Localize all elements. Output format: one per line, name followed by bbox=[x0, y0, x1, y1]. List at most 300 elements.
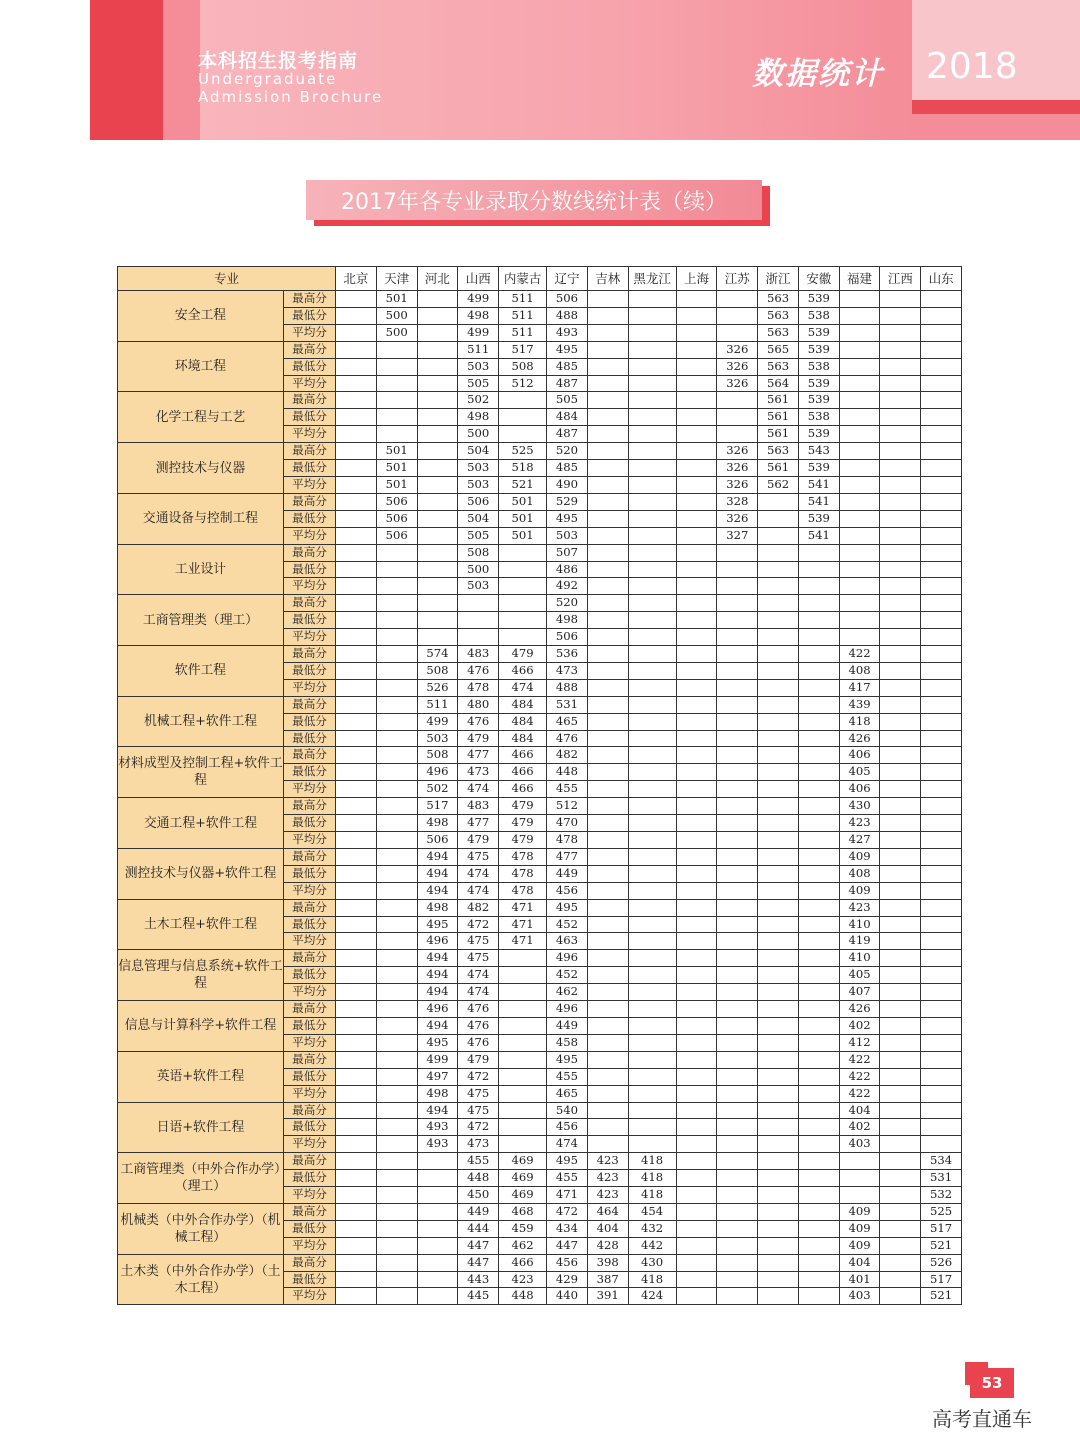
score-cell: 494 bbox=[417, 1017, 458, 1034]
score-cell: 482 bbox=[547, 747, 588, 764]
score-cell bbox=[336, 544, 377, 561]
table-row bbox=[118, 1102, 962, 1119]
score-cell bbox=[628, 950, 676, 967]
score-cell bbox=[417, 375, 458, 392]
score-cell bbox=[880, 527, 921, 544]
score-cell bbox=[717, 1187, 758, 1204]
header-province: 北京 bbox=[336, 267, 377, 291]
score-cell: 449 bbox=[547, 865, 588, 882]
score-cell: 494 bbox=[417, 967, 458, 984]
score-kind: 最高分 bbox=[284, 696, 336, 713]
score-cell: 427 bbox=[839, 832, 880, 849]
score-cell bbox=[921, 1017, 962, 1034]
score-cell bbox=[499, 1136, 547, 1153]
major-name: 安全工程 bbox=[118, 291, 284, 342]
score-cell bbox=[336, 1203, 377, 1220]
header-province: 吉林 bbox=[587, 267, 628, 291]
score-cell bbox=[880, 916, 921, 933]
score-cell bbox=[758, 544, 799, 561]
score-cell bbox=[336, 1254, 377, 1271]
score-cell bbox=[717, 1085, 758, 1102]
score-cell: 495 bbox=[547, 510, 588, 527]
score-cell bbox=[839, 476, 880, 493]
score-cell bbox=[839, 392, 880, 409]
score-cell bbox=[376, 916, 417, 933]
score-cell bbox=[839, 443, 880, 460]
score-cell bbox=[628, 984, 676, 1001]
table-row bbox=[118, 848, 962, 865]
score-cell: 561 bbox=[758, 426, 799, 443]
score-cell bbox=[417, 409, 458, 426]
score-cell: 478 bbox=[499, 848, 547, 865]
score-cell: 440 bbox=[547, 1288, 588, 1305]
score-cell: 444 bbox=[458, 1220, 499, 1237]
score-cell: 504 bbox=[458, 443, 499, 460]
score-cell bbox=[717, 899, 758, 916]
score-cell bbox=[676, 1271, 717, 1288]
score-cell bbox=[587, 950, 628, 967]
score-cell bbox=[717, 967, 758, 984]
score-cell: 483 bbox=[458, 646, 499, 663]
score-cell bbox=[921, 426, 962, 443]
score-cell bbox=[717, 1220, 758, 1237]
score-cell bbox=[499, 629, 547, 646]
table-row bbox=[118, 646, 962, 663]
score-cell bbox=[758, 527, 799, 544]
score-cell bbox=[376, 730, 417, 747]
score-cell bbox=[336, 1153, 377, 1170]
score-cell bbox=[376, 1288, 417, 1305]
score-cell bbox=[880, 392, 921, 409]
score-cell bbox=[758, 1017, 799, 1034]
score-cell bbox=[376, 426, 417, 443]
score-cell bbox=[798, 1170, 839, 1187]
score-cell bbox=[717, 1119, 758, 1136]
score-kind: 最低分 bbox=[284, 612, 336, 629]
score-cell bbox=[336, 882, 377, 899]
score-cell bbox=[798, 1102, 839, 1119]
score-cell bbox=[839, 358, 880, 375]
score-cell bbox=[376, 713, 417, 730]
score-cell: 403 bbox=[839, 1288, 880, 1305]
score-cell bbox=[676, 544, 717, 561]
score-cell bbox=[880, 409, 921, 426]
score-cell bbox=[587, 679, 628, 696]
score-cell: 541 bbox=[798, 527, 839, 544]
score-cell bbox=[880, 1288, 921, 1305]
score-cell: 422 bbox=[839, 1085, 880, 1102]
score-cell bbox=[376, 358, 417, 375]
table-row bbox=[118, 443, 962, 460]
score-cell bbox=[499, 1001, 547, 1018]
score-cell bbox=[880, 426, 921, 443]
score-cell bbox=[839, 595, 880, 612]
score-cell bbox=[717, 392, 758, 409]
score-cell bbox=[628, 358, 676, 375]
score-cell bbox=[717, 629, 758, 646]
score-cell: 494 bbox=[417, 882, 458, 899]
score-cell: 434 bbox=[547, 1220, 588, 1237]
brochure-title-cn: 本科招生报考指南 bbox=[198, 50, 359, 72]
score-cell bbox=[628, 696, 676, 713]
header-province: 山东 bbox=[921, 267, 962, 291]
score-cell bbox=[336, 730, 377, 747]
score-kind: 最低分 bbox=[284, 561, 336, 578]
score-cell bbox=[336, 1017, 377, 1034]
score-cell bbox=[676, 392, 717, 409]
score-cell bbox=[336, 679, 377, 696]
score-cell: 517 bbox=[499, 341, 547, 358]
score-cell: 541 bbox=[798, 493, 839, 510]
major-name: 材料成型及控制工程+软件工程 bbox=[118, 747, 284, 798]
score-cell: 564 bbox=[758, 375, 799, 392]
score-cell bbox=[336, 967, 377, 984]
score-cell bbox=[676, 1001, 717, 1018]
score-cell bbox=[628, 307, 676, 324]
score-cell: 422 bbox=[839, 1051, 880, 1068]
score-cell bbox=[587, 460, 628, 477]
score-cell bbox=[336, 324, 377, 341]
score-cell: 536 bbox=[547, 646, 588, 663]
table-row bbox=[118, 544, 962, 561]
score-cell: 479 bbox=[499, 832, 547, 849]
score-cell bbox=[628, 510, 676, 527]
score-cell bbox=[717, 578, 758, 595]
score-cell bbox=[628, 1001, 676, 1018]
score-cell bbox=[336, 713, 377, 730]
score-cell: 478 bbox=[499, 882, 547, 899]
score-cell bbox=[717, 916, 758, 933]
score-cell: 410 bbox=[839, 950, 880, 967]
score-cell bbox=[628, 1102, 676, 1119]
score-cell bbox=[880, 848, 921, 865]
score-cell bbox=[758, 764, 799, 781]
score-cell bbox=[676, 1170, 717, 1187]
score-kind: 最低分 bbox=[284, 1017, 336, 1034]
score-kind: 最高分 bbox=[284, 646, 336, 663]
score-cell bbox=[336, 781, 377, 798]
score-cell bbox=[798, 747, 839, 764]
score-cell bbox=[628, 1068, 676, 1085]
score-cell bbox=[628, 1136, 676, 1153]
score-cell bbox=[717, 1102, 758, 1119]
score-cell bbox=[628, 544, 676, 561]
score-cell: 474 bbox=[458, 967, 499, 984]
score-table bbox=[117, 266, 962, 1305]
score-cell bbox=[336, 426, 377, 443]
score-cell bbox=[587, 544, 628, 561]
score-cell bbox=[676, 1254, 717, 1271]
brochure-title-en-line1: Undergraduate bbox=[198, 70, 338, 88]
score-cell bbox=[587, 1051, 628, 1068]
score-cell bbox=[798, 848, 839, 865]
score-cell: 539 bbox=[798, 392, 839, 409]
score-cell bbox=[798, 1119, 839, 1136]
score-cell bbox=[587, 476, 628, 493]
header-province: 山西 bbox=[458, 267, 499, 291]
score-cell: 455 bbox=[547, 1170, 588, 1187]
score-cell bbox=[376, 1271, 417, 1288]
score-cell bbox=[376, 1203, 417, 1220]
score-kind: 平均分 bbox=[284, 882, 336, 899]
major-name: 测控技术与仪器 bbox=[118, 443, 284, 494]
score-cell bbox=[417, 612, 458, 629]
score-cell bbox=[921, 629, 962, 646]
score-kind: 最低分 bbox=[284, 1170, 336, 1187]
score-cell bbox=[758, 984, 799, 1001]
score-cell bbox=[880, 1187, 921, 1204]
score-cell: 495 bbox=[547, 341, 588, 358]
score-cell: 501 bbox=[499, 493, 547, 510]
header-right-strip bbox=[912, 100, 1080, 114]
major-name: 工商管理类（理工） bbox=[118, 595, 284, 646]
score-cell bbox=[587, 696, 628, 713]
score-cell bbox=[676, 1203, 717, 1220]
score-cell bbox=[717, 730, 758, 747]
score-cell bbox=[798, 561, 839, 578]
score-cell: 418 bbox=[628, 1170, 676, 1187]
score-cell bbox=[676, 933, 717, 950]
score-kind: 平均分 bbox=[284, 1136, 336, 1153]
score-cell bbox=[587, 612, 628, 629]
score-cell: 496 bbox=[417, 1001, 458, 1018]
score-kind: 最低分 bbox=[284, 358, 336, 375]
score-kind: 最低分 bbox=[284, 713, 336, 730]
score-cell: 426 bbox=[839, 1001, 880, 1018]
score-cell: 508 bbox=[417, 747, 458, 764]
score-cell bbox=[921, 781, 962, 798]
score-cell: 520 bbox=[547, 443, 588, 460]
score-cell bbox=[417, 527, 458, 544]
score-kind: 最低分 bbox=[284, 460, 336, 477]
major-name: 土木工程+软件工程 bbox=[118, 899, 284, 950]
score-cell bbox=[587, 1102, 628, 1119]
score-cell bbox=[717, 307, 758, 324]
major-name: 工业设计 bbox=[118, 544, 284, 595]
score-cell: 494 bbox=[417, 950, 458, 967]
score-cell bbox=[376, 950, 417, 967]
score-cell bbox=[798, 629, 839, 646]
score-cell bbox=[336, 832, 377, 849]
score-cell bbox=[921, 747, 962, 764]
score-cell: 463 bbox=[547, 933, 588, 950]
score-cell bbox=[336, 950, 377, 967]
score-cell bbox=[921, 341, 962, 358]
score-cell bbox=[417, 1170, 458, 1187]
score-cell bbox=[798, 612, 839, 629]
score-cell bbox=[758, 730, 799, 747]
score-cell bbox=[587, 578, 628, 595]
score-cell bbox=[921, 291, 962, 308]
score-cell: 326 bbox=[717, 476, 758, 493]
score-cell bbox=[336, 476, 377, 493]
score-cell bbox=[499, 1102, 547, 1119]
score-cell: 506 bbox=[547, 291, 588, 308]
score-kind: 最低分 bbox=[284, 307, 336, 324]
major-name: 交通设备与控制工程 bbox=[118, 493, 284, 544]
score-cell bbox=[676, 1237, 717, 1254]
score-kind: 最低分 bbox=[284, 764, 336, 781]
score-cell bbox=[376, 578, 417, 595]
score-cell bbox=[336, 443, 377, 460]
score-cell: 479 bbox=[458, 730, 499, 747]
score-cell bbox=[587, 358, 628, 375]
major-name: 土木类（中外合作办学）（土木工程） bbox=[118, 1254, 284, 1305]
score-cell: 474 bbox=[458, 882, 499, 899]
score-cell bbox=[628, 493, 676, 510]
score-cell: 498 bbox=[458, 307, 499, 324]
score-cell: 539 bbox=[798, 341, 839, 358]
score-cell: 563 bbox=[758, 291, 799, 308]
score-cell: 466 bbox=[499, 781, 547, 798]
score-cell bbox=[798, 1017, 839, 1034]
score-cell bbox=[587, 426, 628, 443]
score-cell bbox=[839, 544, 880, 561]
score-cell bbox=[758, 696, 799, 713]
score-cell bbox=[628, 426, 676, 443]
score-cell bbox=[628, 1085, 676, 1102]
score-cell: 424 bbox=[628, 1288, 676, 1305]
score-cell bbox=[717, 713, 758, 730]
score-cell bbox=[336, 1001, 377, 1018]
score-cell: 471 bbox=[547, 1187, 588, 1204]
score-cell: 482 bbox=[458, 899, 499, 916]
score-cell: 452 bbox=[547, 916, 588, 933]
score-cell: 503 bbox=[458, 460, 499, 477]
score-cell bbox=[880, 578, 921, 595]
score-cell: 462 bbox=[499, 1237, 547, 1254]
score-cell bbox=[798, 662, 839, 679]
score-cell: 494 bbox=[417, 865, 458, 882]
score-cell bbox=[921, 443, 962, 460]
score-cell bbox=[758, 1085, 799, 1102]
score-cell bbox=[758, 510, 799, 527]
score-cell: 525 bbox=[499, 443, 547, 460]
major-name: 日语+软件工程 bbox=[118, 1102, 284, 1153]
score-cell bbox=[417, 629, 458, 646]
score-kind: 平均分 bbox=[284, 629, 336, 646]
score-cell bbox=[417, 1220, 458, 1237]
score-cell bbox=[798, 781, 839, 798]
score-cell: 501 bbox=[376, 476, 417, 493]
score-cell bbox=[880, 933, 921, 950]
score-cell bbox=[880, 341, 921, 358]
score-kind: 最低分 bbox=[284, 662, 336, 679]
score-cell bbox=[417, 1271, 458, 1288]
header-province: 江西 bbox=[880, 267, 921, 291]
score-cell bbox=[839, 324, 880, 341]
score-kind: 最高分 bbox=[284, 443, 336, 460]
score-cell: 449 bbox=[547, 1017, 588, 1034]
major-name: 测控技术与仪器+软件工程 bbox=[118, 848, 284, 899]
score-cell bbox=[417, 476, 458, 493]
score-cell bbox=[628, 662, 676, 679]
score-cell bbox=[717, 679, 758, 696]
score-cell bbox=[717, 1271, 758, 1288]
score-cell bbox=[376, 392, 417, 409]
score-cell bbox=[376, 561, 417, 578]
section-year: 2018 bbox=[926, 46, 1018, 87]
score-cell bbox=[717, 612, 758, 629]
score-cell: 574 bbox=[417, 646, 458, 663]
score-cell bbox=[758, 1187, 799, 1204]
score-cell bbox=[798, 1271, 839, 1288]
score-cell: 476 bbox=[458, 713, 499, 730]
score-cell: 506 bbox=[376, 527, 417, 544]
score-cell bbox=[676, 882, 717, 899]
score-cell: 398 bbox=[587, 1254, 628, 1271]
score-cell bbox=[676, 916, 717, 933]
score-cell: 326 bbox=[717, 510, 758, 527]
score-cell: 494 bbox=[417, 984, 458, 1001]
score-cell bbox=[376, 1051, 417, 1068]
score-cell bbox=[676, 1034, 717, 1051]
score-cell bbox=[880, 713, 921, 730]
score-cell bbox=[758, 1034, 799, 1051]
score-cell bbox=[676, 1051, 717, 1068]
score-cell bbox=[880, 662, 921, 679]
score-cell bbox=[376, 1017, 417, 1034]
score-cell: 449 bbox=[458, 1203, 499, 1220]
score-cell bbox=[676, 865, 717, 882]
score-cell bbox=[376, 1187, 417, 1204]
score-cell: 466 bbox=[499, 747, 547, 764]
score-kind: 平均分 bbox=[284, 578, 336, 595]
score-cell bbox=[336, 865, 377, 882]
score-cell bbox=[758, 1001, 799, 1018]
score-cell: 469 bbox=[499, 1187, 547, 1204]
score-cell bbox=[587, 713, 628, 730]
score-cell bbox=[880, 1051, 921, 1068]
score-cell bbox=[376, 848, 417, 865]
score-kind: 平均分 bbox=[284, 781, 336, 798]
score-cell: 563 bbox=[758, 358, 799, 375]
score-kind: 最高分 bbox=[284, 747, 336, 764]
score-cell bbox=[417, 358, 458, 375]
score-cell bbox=[376, 1001, 417, 1018]
score-cell bbox=[587, 764, 628, 781]
score-cell bbox=[336, 291, 377, 308]
score-cell bbox=[717, 815, 758, 832]
score-cell: 423 bbox=[587, 1170, 628, 1187]
score-cell bbox=[798, 1237, 839, 1254]
score-cell: 479 bbox=[458, 832, 499, 849]
score-cell bbox=[798, 967, 839, 984]
score-cell: 465 bbox=[547, 713, 588, 730]
score-cell bbox=[676, 493, 717, 510]
score-cell bbox=[376, 882, 417, 899]
score-cell: 403 bbox=[839, 1136, 880, 1153]
score-cell bbox=[880, 764, 921, 781]
score-cell bbox=[376, 1102, 417, 1119]
score-cell bbox=[880, 967, 921, 984]
score-cell bbox=[628, 781, 676, 798]
score-kind: 最高分 bbox=[284, 1153, 336, 1170]
score-cell bbox=[336, 375, 377, 392]
score-cell bbox=[758, 1153, 799, 1170]
score-cell bbox=[798, 832, 839, 849]
score-cell bbox=[587, 882, 628, 899]
score-cell: 505 bbox=[458, 527, 499, 544]
score-cell bbox=[587, 984, 628, 1001]
score-cell bbox=[499, 1034, 547, 1051]
score-cell bbox=[417, 595, 458, 612]
score-cell bbox=[336, 409, 377, 426]
score-cell bbox=[336, 1136, 377, 1153]
score-cell: 561 bbox=[758, 392, 799, 409]
brochure-title-en bbox=[198, 70, 383, 106]
score-cell bbox=[499, 950, 547, 967]
